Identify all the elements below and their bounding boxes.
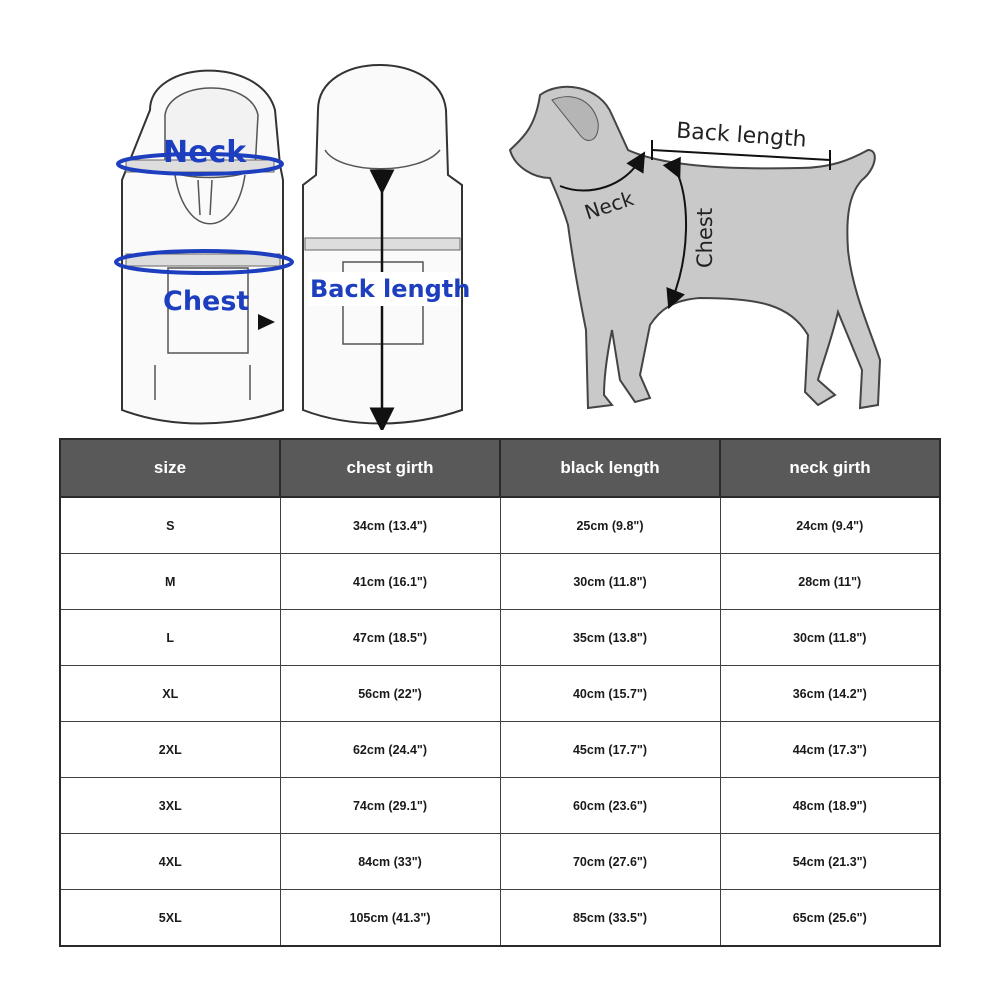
back-length-cell: 45cm (17.7") — [500, 722, 720, 778]
coat-neck-label: Neck — [163, 135, 247, 170]
chest-cell: 47cm (18.5") — [280, 610, 500, 666]
size-cell: 3XL — [60, 778, 280, 834]
dog-neck-label: Neck — [581, 186, 637, 225]
chest-cell: 74cm (29.1") — [280, 778, 500, 834]
neck-cell: 30cm (11.8") — [720, 610, 940, 666]
neck-cell: 24cm (9.4") — [720, 497, 940, 554]
coat-back-drawing — [303, 65, 470, 424]
size-chart-table — [59, 438, 941, 947]
back-length-cell: 35cm (13.8") — [500, 610, 720, 666]
chest-cell: 105cm (41.3") — [280, 890, 500, 947]
back-length-cell: 40cm (15.7") — [500, 666, 720, 722]
dog-back-length-label: Back length — [675, 118, 808, 153]
back-length-cell: 85cm (33.5") — [500, 890, 720, 947]
neck-cell: 65cm (25.6") — [720, 890, 940, 947]
chest-cell: 84cm (33") — [280, 834, 500, 890]
size-cell: 5XL — [60, 890, 280, 947]
size-cell: M — [60, 554, 280, 610]
table-row — [60, 497, 940, 554]
header-back-length: black length — [500, 439, 720, 497]
table-row — [60, 778, 940, 834]
coat-chest-label: Chest — [163, 286, 250, 317]
coat-front-drawing — [116, 71, 292, 424]
table-row — [60, 890, 940, 947]
size-cell: 2XL — [60, 722, 280, 778]
chest-cell: 41cm (16.1") — [280, 554, 500, 610]
neck-cell: 44cm (17.3") — [720, 722, 940, 778]
size-cell: S — [60, 497, 280, 554]
header-size: size — [60, 439, 280, 497]
size-cell: XL — [60, 666, 280, 722]
header-chest-girth: chest girth — [280, 439, 500, 497]
neck-cell: 28cm (11") — [720, 554, 940, 610]
chest-cell: 62cm (24.4") — [280, 722, 500, 778]
coat-back-length-label: Back length — [310, 275, 471, 303]
table-header-row — [60, 439, 940, 497]
size-cell: L — [60, 610, 280, 666]
back-length-cell: 25cm (9.8") — [500, 497, 720, 554]
chest-cell: 56cm (22") — [280, 666, 500, 722]
dog-chest-label: Chest — [693, 207, 717, 268]
back-length-cell: 60cm (23.6") — [500, 778, 720, 834]
size-cell: 4XL — [60, 834, 280, 890]
neck-cell: 54cm (21.3") — [720, 834, 940, 890]
measurement-illustration — [0, 0, 1000, 430]
header-neck-girth: neck girth — [720, 439, 940, 497]
neck-cell: 36cm (14.2") — [720, 666, 940, 722]
dog-drawing — [510, 87, 880, 408]
chest-cell: 34cm (13.4") — [280, 497, 500, 554]
table-row — [60, 834, 940, 890]
table-row — [60, 610, 940, 666]
table-row — [60, 666, 940, 722]
table-row — [60, 554, 940, 610]
neck-cell: 48cm (18.9") — [720, 778, 940, 834]
back-length-cell: 30cm (11.8") — [500, 554, 720, 610]
table-row — [60, 722, 940, 778]
back-length-cell: 70cm (27.6") — [500, 834, 720, 890]
